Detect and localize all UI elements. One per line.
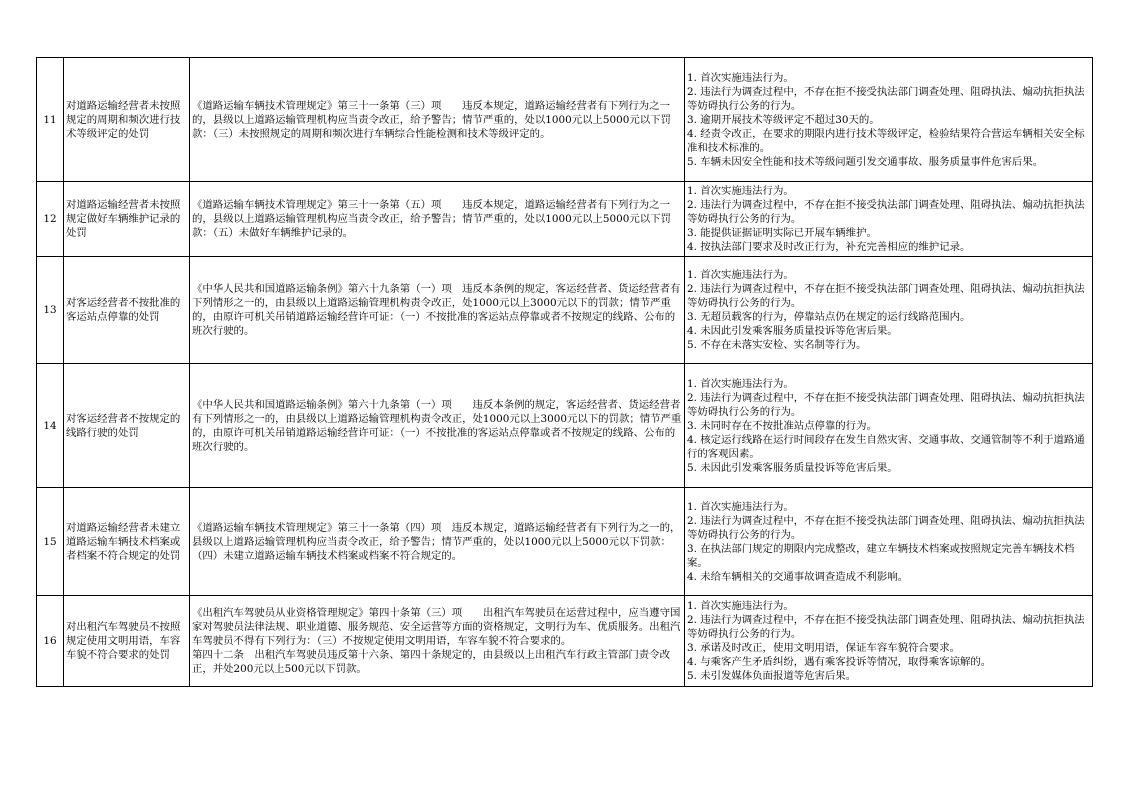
condition-line: 4. 未因此引发乘客服务质量投诉等危害后果。 [687,325,898,337]
condition-line: 2. 违法行为调查过程中，不存在拒不接受执法部门调查处理、阻碍执法、煽动抗拒执法等妨碍执行公务的行为。 [687,391,1085,418]
exemption-conditions [685,488,1093,596]
condition-line: 2. 违法行为调查过程中，不存在拒不接受执法部门调查处理、阻碍执法、煽动抗拒执法等妨碍执行公务的行为。 [687,85,1085,112]
table-row [37,488,1093,596]
condition-line: 3. 在执法部门规定的期限内完成整改，建立车辆技术档案或按照规定完善车辆技术档案。 [687,542,1075,569]
penalty-item: 对客运经营者不按批准的客运站点停靠的处罚 [64,257,190,364]
condition-line: 1. 首次实施违法行为。 [687,71,794,84]
row-number: 15 [37,488,64,596]
legal-basis-paragraph: 《道路运输车辆技术管理规定》第三十一条第（四）项 违反本规定，道路运输经营者有下列行为之一的，县级以上道路运输管理机构应当责令改正，给予警告；情节严重的，处以1000元以上5000元以下罚款：（四）未建立道路运输车辆技术档案或档案不符合规定的。 [192,521,681,562]
condition-line: 5. 车辆未因安全性能和技术等级问题引发交通事故、服务质量事件危害后果。 [687,155,1044,168]
condition-line: 3. 无超员载客的行为，停靠站点仍在规定的运行线路范围内。 [687,311,971,323]
penalty-item: 对道路运输经营者未建立道路运输车辆技术档案或者档案不符合规定的处罚 [64,488,190,596]
condition-line: 4. 未给车辆相关的交通事故调查造成不利影响。 [687,570,909,583]
condition-line: 1. 首次实施违法行为。 [687,377,794,390]
condition-line: 1. 首次实施违法行为。 [687,500,794,513]
condition-line: 1. 首次实施违法行为。 [687,185,794,197]
legal-basis [190,364,685,488]
condition-line: 3. 承诺及时改正，使用文明用语，保证车容车貌符合要求。 [687,642,960,654]
legal-basis-paragraph: 《出租汽车驾驶员从业资格管理规定》第四十条第（三）项 出租汽车驾驶员在运营过程中，应当遵守国家对驾驶员法律法规、职业道德、服务规范、安全运营等方面的资格规定，文明行为车、优质服务。出租汽车驾驶员不得有下列行为：（三）不按规定使用文明用语，车容车貌不符合要求的。 [192,607,681,647]
condition-line: 5. 未引发媒体负面报道等危害后果。 [687,670,857,682]
condition-line: 4. 经责令改正，在要求的期限内进行技术等级评定，检验结果符合营运车辆相关安全标准和技术标准的。 [687,127,1085,154]
row-number: 16 [37,596,64,687]
table-row [37,182,1093,257]
legal-basis-paragraph: 《中华人民共和国道路运输条例》第六十九条第（一）项 违反本条例的规定，客运经营者、货运经营者有下列情形之一的，由县级以上道路运输管理机构责令改正，处1000元以上3000元以下的罚款；情节严重的，由原许可机关吊销道路运输经营许可证：（一）不按批准的客运站点停靠或者不按规定的线路、公布的班次行驶的。 [192,398,682,453]
condition-line: 4. 按执法部门要求及时改正行为，补充完善相应的维护记录。 [687,241,971,253]
legal-basis [190,182,685,257]
legal-basis [190,257,685,364]
condition-line: 1. 首次实施违法行为。 [687,600,794,612]
condition-line: 4. 核定运行线路在运行时间段存在发生自然灾害、交通事故、交通管制等不利于道路通行的客观因素。 [687,433,1085,460]
exemption-conditions [685,182,1093,257]
condition-line: 2. 违法行为调查过程中，不存在拒不接受执法部门调查处理、阻碍执法、煽动抗拒执法等妨碍执行公务的行为。 [687,514,1085,541]
condition-line: 1. 首次实施违法行为。 [687,269,794,281]
legal-basis-paragraph: 第四十二条 出租汽车驾驶员违反第十六条、第四十条规定的，由县级以上出租汽车行政主管部门责令改正，并处200元以上500元以下罚款。 [192,649,670,675]
table-row [37,596,1093,687]
condition-line: 5. 未因此引发乘客服务质量投诉等危害后果。 [687,461,898,474]
row-number: 14 [37,364,64,488]
legal-basis-paragraph: 《中华人民共和国道路运输条例》第六十九条第（一）项 违反本条例的规定，客运经营者、货运经营者有下列情形之一的，由县级以上道路运输管理机构责令改正，处1000元以上3000元以下的罚款；情节严重的，由原许可机关吊销道路运输经营许可证：（一）不按批准的客运站点停靠或者不按规定的线路、公布的班次行驶的。 [192,283,681,337]
table-row [37,58,1093,182]
penalty-item: 对道路运输经营者未按照规定的周期和频次进行技术等级评定的处罚 [64,58,190,182]
exemption-conditions [685,364,1093,488]
condition-line: 2. 违法行为调查过程中，不存在拒不接受执法部门调查处理、阻碍执法、煽动抗拒执法等妨碍执行公务的行为。 [687,283,1085,309]
table-row [37,257,1093,364]
legal-basis [190,58,685,182]
row-number: 13 [37,257,64,364]
penalty-item: 对出租汽车驾驶员不按照规定使用文明用语，车容车貌不符合要求的处罚 [64,596,190,687]
penalty-table [36,57,1093,687]
condition-line: 2. 违法行为调查过程中，不存在拒不接受执法部门调查处理、阻碍执法、煽动抗拒执法等妨碍执行公务的行为。 [687,614,1085,640]
condition-line: 2. 违法行为调查过程中，不存在拒不接受执法部门调查处理、阻碍执法、煽动抗拒执法等妨碍执行公务的行为。 [687,199,1085,225]
legal-basis-paragraph: 《道路运输车辆技术管理规定》第三十一条第（三）项 违反本规定，道路运输经营者有下列行为之一的，县级以上道路运输管理机构应当责令改正，给予警告；情节严重的，处以1000元以上5000元以下罚款：（三）未按照规定的周期和频次进行车辆综合性能检测和技术等级评定的。 [192,99,671,140]
legal-basis-paragraph: 《道路运输车辆技术管理规定》第三十一条第（五）项 违反本规定，道路运输经营者有下列行为之一的，县级以上道路运输管理机构应当责令改正，给予警告；情节严重的，处以1000元以上5000元以下罚款：（五）未做好车辆维护记录的。 [192,199,671,239]
condition-line: 3. 能提供证据证明实际已开展车辆维护。 [687,227,877,239]
condition-line: 5. 不存在未落实安检、实名制等行为。 [687,339,867,351]
table-row [37,364,1093,488]
legal-basis [190,488,685,596]
exemption-conditions [685,596,1093,687]
exemption-conditions [685,257,1093,364]
penalty-item: 对客运经营者不按规定的线路行驶的处罚 [64,364,190,488]
condition-line: 4. 与乘客产生矛盾纠纷，遇有乘客投诉等情况，取得乘客谅解的。 [687,656,992,668]
exemption-conditions [685,58,1093,182]
condition-line: 3. 逾期开展技术等级评定不超过30天的。 [687,113,880,126]
row-number: 11 [37,58,64,182]
row-number: 12 [37,182,64,257]
legal-basis [190,596,685,687]
penalty-item: 对道路运输经营者未按照规定做好车辆维护记录的处罚 [64,182,190,257]
condition-line: 3. 未同时存在不按批准站点停靠的行为。 [687,419,877,432]
